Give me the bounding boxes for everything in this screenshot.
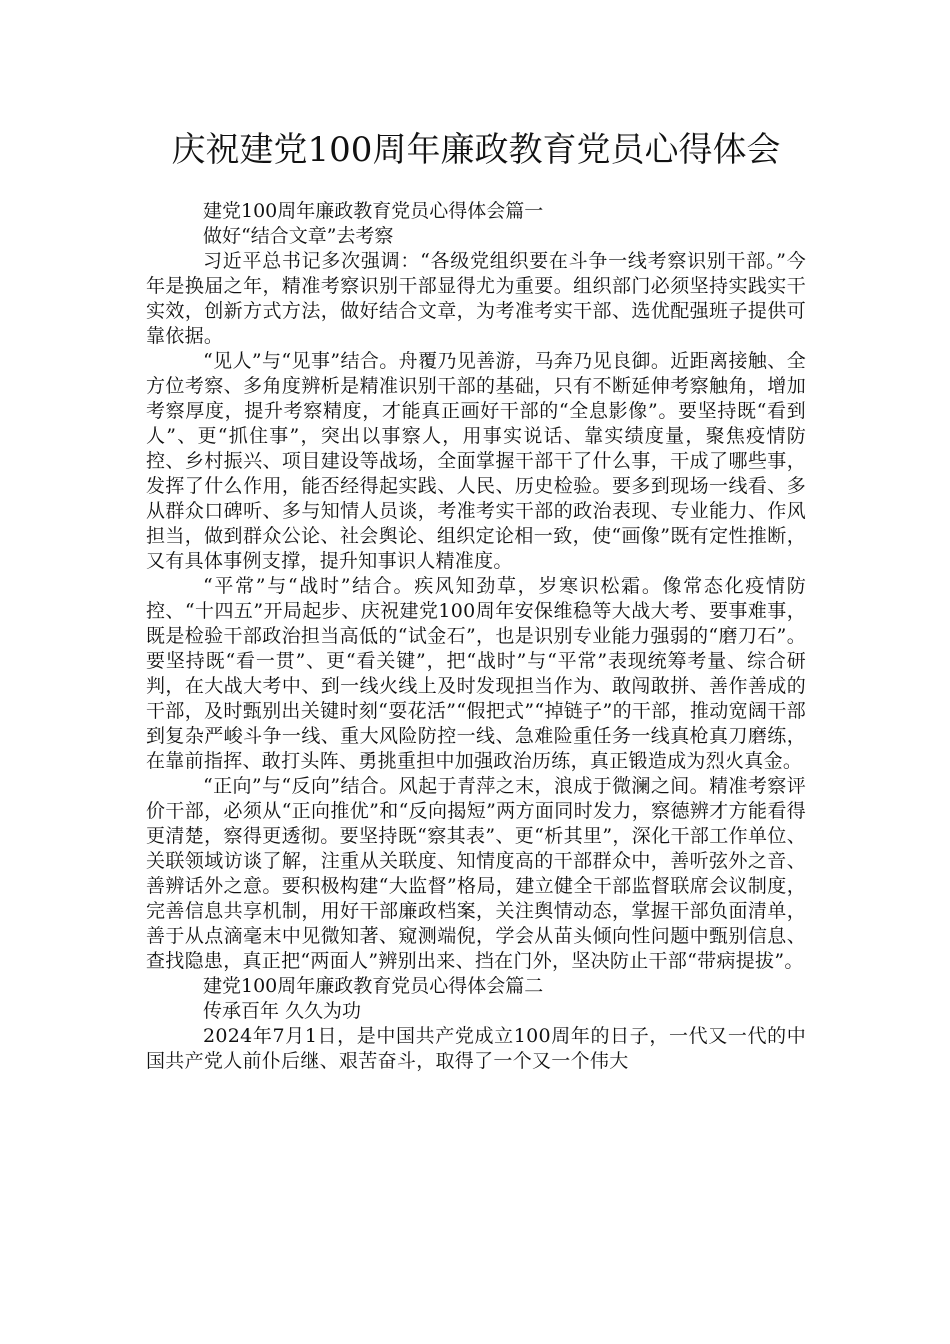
document-page — [146, 126, 806, 1074]
section1-paragraph-3: “平常”与“战时”结合。疾风知劲草，岁寒识松霜。像常态化疫情防控、“十四五”开局起步、庆祝建党100周年安保维稳等大战大考、要事难事，既是检验干部政治担当高低的“试金石”，也是识别专业能力强弱的“磨刀石”。要坚持既“看一贯”、更“看关键”，把“战时”与“平常”表现统筹考量、综合研判，在大战大考中、到一线火线上及时发现担当作为、敢闯敢拼、善作善成的干部，及时甄别出关键时刻“耍花活”“假把式”“掉链子”的干部，推动宽阔干部到复杂严峻斗争一线、重大风险防控一线、急难险重任务一线真枪真刀磨练，在靠前指挥、敢打头阵、勇挑重担中加强政治历练，真正锻造成为烈火真金。 — [146, 575, 806, 772]
section1-heading: 建党100周年廉政教育党员心得体会篇一 — [203, 200, 544, 222]
document-title: 庆祝建党100周年廉政教育党员心得体会 — [171, 130, 781, 170]
section1-subtitle: 做好“结合文章”去考察 — [203, 225, 394, 247]
section2-heading: 建党100周年廉政教育党员心得体会篇二 — [203, 975, 544, 997]
section2-subtitle: 传承百年 久久为功 — [203, 1000, 362, 1022]
section2-paragraph-1: 2024年7月1日，是中国共产党成立100周年的日子，一代又一代的中国共产党人前仆后继、艰苦奋斗，取得了一个又一个伟大 — [146, 1025, 806, 1072]
section1-paragraph-1: 习近平总书记多次强调：“各级党组织要在斗争一线考察识别干部。”今年是换届之年，精准考察识别干部显得尤为重要。组织部门必须坚持实践实干实效，创新方式方法，做好结合文章，为考准考实干部、选优配强班子提供可靠依据。 — [146, 250, 806, 347]
section1-paragraph-4: “正向”与“反向”结合。风起于青萍之末，浪成于微澜之间。精准考察评价干部，必须从“正向推优”和“反向揭短”两方面同时发力，察德辨才方能看得更清楚，察得更透彻。要坚持既“察其表”、更“析其里”，深化干部工作单位、关联领域访谈了解，注重从关联度、知情度高的干部群众中，善听弦外之音、善辨话外之意。要积极构建“大监督”格局，建立健全干部监督联席会议制度，完善信息共享机制，用好干部廉政档案，关注舆情动态，掌握干部负面清单，善于从点滴毫末中见微知著、窥测端倪，学会从苗头倾向性问题中甄别信息、查找隐患，真正把“两面人”辨别出来、挡在门外，坚决防止干部“带病提拔”。 — [146, 775, 806, 972]
section1-paragraph-2: “见人”与“见事”结合。舟覆乃见善游，马奔乃见良御。近距离接触、全方位考察、多角度辨析是精准识别干部的基础，只有不断延伸考察触角，增加考察厚度，提升考察精度，才能真正画好干部的“全息影像”。要坚持既“看到人”、更“抓住事”，突出以事察人，用事实说话、靠实绩度量，聚焦疫情防控、乡村振兴、项目建设等战场，全面掌握干部干了什么事，干成了哪些事，发挥了什么作用，能否经得起实践、人民、历史检验。要多到现场一线看、多从群众口碑听、多与知情人员谈，考准考实干部的政治表现、专业能力、作风担当，做到群众公论、社会舆论、组织定论相一致，使“画像”既有定性推断，又有具体事例支撑，提升知事识人精准度。 — [146, 350, 806, 572]
